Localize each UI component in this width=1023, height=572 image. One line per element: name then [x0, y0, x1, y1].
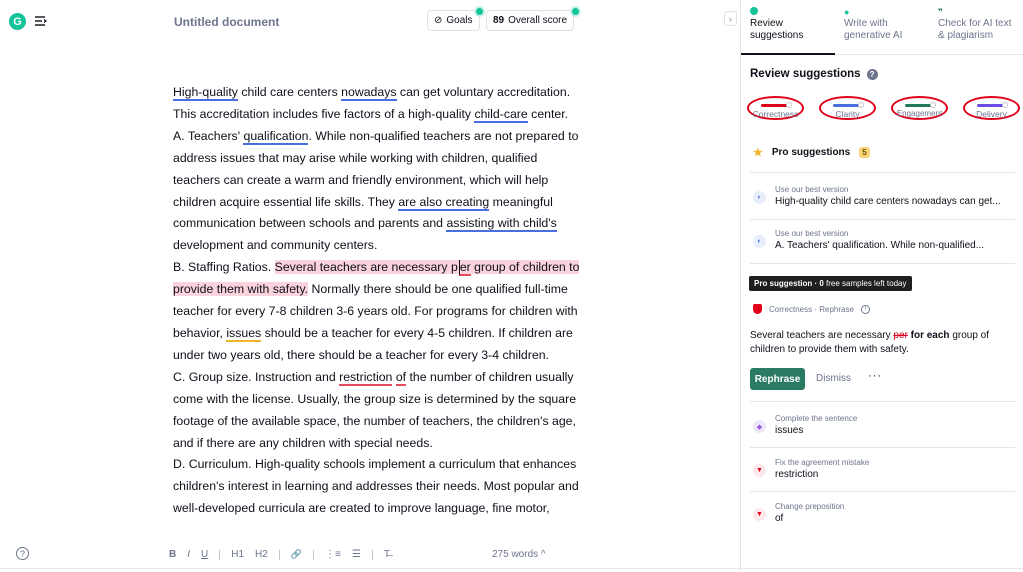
score-knob — [1002, 102, 1008, 108]
text-run: the number of children usually come with the license. Usually, the group size is determined by the square footage of the available space, the number of teachers, the children's age, and if there are any children with special needs. — [173, 369, 577, 450]
divider — [279, 550, 280, 560]
tab-review-suggestions[interactable] — [741, 0, 835, 54]
italic-button[interactable]: I — [187, 549, 191, 560]
suggestion-are-also-creating[interactable]: are also creating — [398, 194, 490, 209]
suggestion-text: High-quality child care centers nowadays can get... — [775, 196, 1001, 207]
suggestion-child-care[interactable]: child-care — [474, 106, 528, 121]
goals-status-dot — [474, 6, 485, 17]
suggestion-text: issues — [775, 425, 804, 436]
divider — [372, 550, 373, 560]
text-run: group of children to provide them with safety. — [173, 260, 580, 297]
panel-tabs — [741, 0, 1023, 55]
heading2-button[interactable]: H2 — [255, 549, 268, 560]
score-knob — [786, 102, 792, 108]
shield-icon — [753, 304, 762, 314]
document-title[interactable]: Untitled document — [174, 15, 280, 29]
suggestion-of[interactable]: of — [395, 369, 407, 384]
pro-suggestions-row[interactable] — [753, 146, 870, 159]
star-icon: ★ — [753, 147, 763, 159]
text-run: p — [450, 260, 458, 275]
suggestion-title: Fix the agreement mistake — [775, 458, 870, 467]
clear-format-icon[interactable]: T̶ — [383, 549, 390, 560]
grammarly-logo[interactable]: G — [9, 13, 26, 30]
pro-label: Pro suggestions — [771, 147, 851, 158]
suggestion-card-body — [750, 329, 1012, 357]
grammarly-icon — [750, 6, 826, 16]
best-version-1[interactable] — [753, 185, 1010, 208]
pro-count-badge: 5 — [859, 147, 869, 158]
goals-icon: ⊘ — [434, 15, 443, 26]
paragraph-4 — [173, 367, 585, 455]
suggestion-title: Complete the sentence — [775, 414, 858, 423]
card-text: group of children to provide them with safety. — [750, 330, 990, 355]
paragraph-2 — [173, 126, 585, 257]
category-filters — [747, 96, 1020, 120]
score-value: 89 — [493, 15, 505, 26]
category-correctness[interactable] — [747, 96, 804, 120]
suggestion-text: restriction — [775, 469, 819, 480]
bottom-divider — [0, 568, 1023, 569]
suggestion-title: Change preposition — [775, 502, 845, 511]
link-icon[interactable]: 🔗 — [290, 549, 303, 559]
panel-title-text: Review suggestions — [750, 68, 861, 80]
goals-label: Goals — [446, 15, 473, 26]
suggestion-assisting[interactable]: assisting with child's — [446, 216, 557, 231]
collapse-panel-button[interactable]: › — [724, 11, 737, 26]
text-run: center. — [527, 106, 569, 121]
text-run: development and community centers. — [173, 238, 378, 253]
text-run: D. Curriculum. High-quality schools implement a curriculum that enhances children's interest in learning and addresses their needs. Most popular and well-developed curricula are created to improve language, fine motor, — [173, 457, 579, 516]
text-run: can get voluntary accreditation. This accreditation includes five factors of a high-quality — [173, 85, 571, 121]
suggestion-issues[interactable]: issues — [226, 325, 262, 340]
suggestion-high-quality[interactable]: High-quality — [173, 85, 238, 99]
divider — [219, 550, 220, 560]
category-label: Clarity — [835, 109, 860, 119]
ordered-list-icon[interactable]: ⋮≡ — [325, 549, 341, 560]
divider — [750, 263, 1015, 264]
shield-icon: ▼ — [753, 508, 766, 521]
inserted-text: for each — [907, 330, 950, 341]
suggestion-text: of — [775, 513, 784, 524]
text-cursor: er — [459, 260, 471, 275]
help-icon[interactable]: ? — [16, 547, 29, 560]
divider — [750, 401, 1015, 402]
divider — [750, 219, 1015, 220]
tab-generative-ai[interactable] — [835, 0, 929, 54]
format-toolbar — [169, 549, 390, 560]
text-run: C. Group size. Instruction and — [173, 369, 340, 384]
text-run: Several teachers are necessary — [274, 260, 451, 275]
word-count[interactable]: 275 words ^ — [492, 549, 546, 560]
pin-icon: ● — [844, 7, 850, 17]
tab-label: Review suggestions — [750, 18, 804, 41]
more-options-button[interactable]: ··· — [868, 370, 882, 382]
suggestion-title: Use our best version — [775, 185, 849, 194]
score-label: Overall score — [508, 15, 568, 26]
paragraph-5 — [173, 454, 585, 520]
bold-button[interactable]: B — [169, 549, 177, 560]
divider — [313, 550, 314, 560]
divider — [750, 447, 1015, 448]
info-icon[interactable]: i — [861, 305, 870, 314]
text-run: should be a teacher for every 4-5 children. If children are under two years old, there should be a teacher for every 3-4 children. — [173, 325, 573, 362]
suggestion-agreement[interactable] — [753, 458, 1010, 481]
dismiss-button[interactable]: Dismiss — [816, 373, 851, 384]
removed-text: per — [893, 330, 908, 341]
quote-icon: ❞ — [938, 7, 943, 17]
suggestion-text: A. Teachers' qualification. While non-qualified... — [775, 240, 985, 251]
text-run: A. Teachers' — [173, 128, 244, 143]
suggestion-nowadays[interactable]: nowadays — [341, 85, 397, 99]
text-run: . While non-qualified teachers are not prepared to address issues that may arise while working with children, qualified teachers can create a warm and friendly environment, which will help children acquire essential life skills. They — [173, 128, 579, 209]
underline-button[interactable]: U — [201, 549, 209, 560]
tab-ai-plagiarism[interactable] — [929, 0, 1023, 54]
paragraph-3 — [173, 257, 585, 367]
tooltip-bold: Pro suggestion · 0 — [754, 279, 824, 288]
tab-label: Check for AI text & plagiarism — [938, 18, 1012, 41]
pro-tooltip — [749, 276, 912, 291]
category-label: Engagement — [896, 109, 943, 118]
document-body[interactable] — [173, 82, 585, 520]
help-question-icon[interactable]: ? — [867, 69, 878, 80]
suggestion-restriction[interactable]: restriction — [339, 369, 393, 384]
text-run: Normally there should be one qualified full-time teacher for every 7-8 children 3-6 years old. For programs for children with behavior, — [173, 282, 578, 340]
menu-icon[interactable] — [34, 14, 48, 28]
score-knob — [930, 102, 936, 108]
score-knob — [858, 102, 864, 108]
suggestion-card-header — [753, 304, 870, 314]
heading1-button[interactable]: H1 — [231, 549, 245, 560]
tab-label: Write with generative AI — [844, 18, 903, 41]
suggestion-complete-sentence[interactable] — [753, 414, 1010, 437]
rephrase-button[interactable]: Rephrase — [750, 368, 805, 390]
category-clarity[interactable] — [819, 96, 876, 120]
overall-score-button[interactable] — [486, 10, 574, 31]
suggestion-preposition[interactable] — [753, 502, 1010, 525]
goals-button[interactable] — [427, 10, 480, 31]
category-label: Delivery — [976, 109, 1007, 119]
divider — [750, 491, 1015, 492]
category-delivery[interactable] — [963, 96, 1020, 120]
category-engagement[interactable] — [891, 96, 948, 120]
sparkle-icon: ◐ — [753, 235, 766, 248]
text-run: meaningful communication between schools and parents and — [173, 194, 553, 231]
assistant-panel — [740, 0, 1023, 572]
card-category: Correctness · Rephrase — [769, 304, 854, 314]
shield-icon: ▼ — [753, 464, 766, 477]
panel-title — [750, 68, 878, 80]
card-text: Several teachers are necessary — [750, 330, 894, 341]
best-version-2[interactable] — [753, 229, 1010, 252]
sparkle-icon: ◐ — [753, 191, 766, 204]
bullet-list-icon[interactable]: ☰ — [351, 549, 361, 560]
score-status-dot — [570, 6, 581, 17]
paragraph-1 — [173, 82, 585, 126]
sparkle-icon: ◆ — [753, 420, 766, 433]
tooltip-text: free samples left today — [823, 279, 907, 288]
category-label: Correctness — [752, 109, 799, 119]
text-run: child care centers — [237, 85, 342, 99]
suggestion-qualification[interactable]: qualification — [243, 128, 309, 143]
divider — [750, 172, 1015, 173]
text-run: B. Staffing Ratios. — [173, 260, 275, 275]
suggestion-title: Use our best version — [775, 229, 849, 238]
